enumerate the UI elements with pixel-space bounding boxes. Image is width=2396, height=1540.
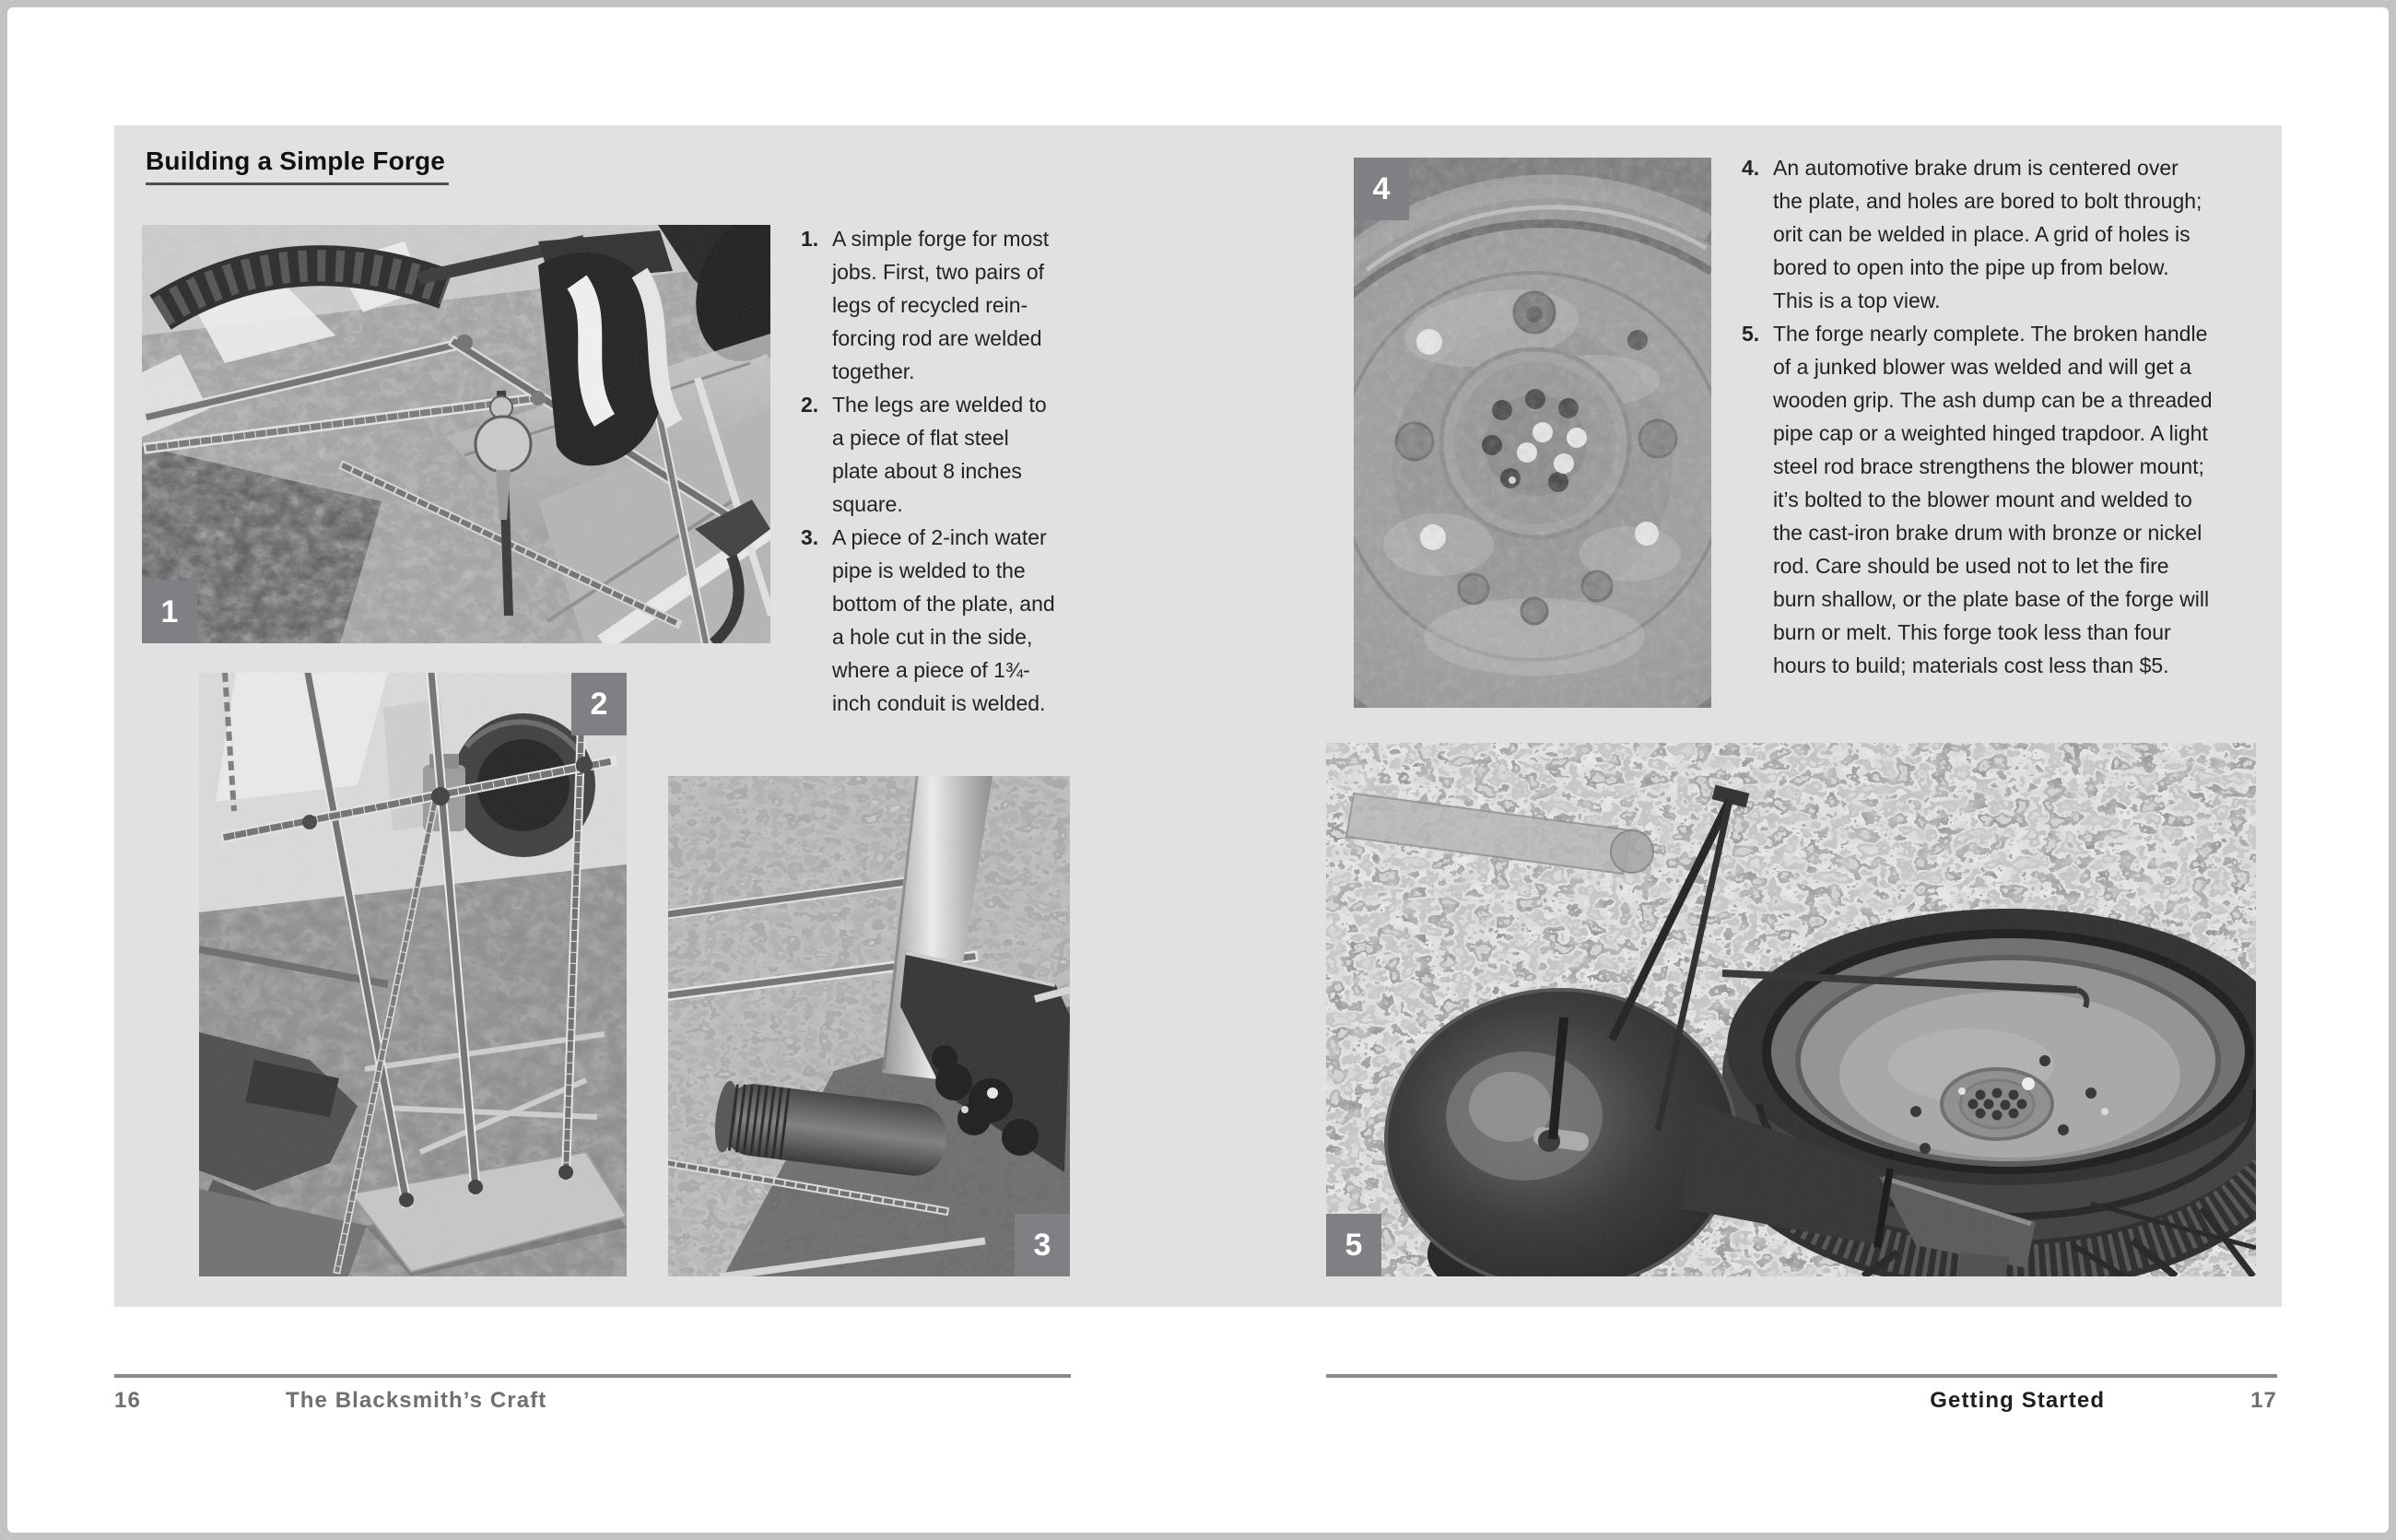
caption-number: 3. — [801, 525, 819, 549]
photo-forge-legs-in-vise — [142, 225, 770, 643]
caption-number: 5. — [1742, 322, 1760, 346]
caption-text: The forge nearly complete. The broken handle of a junked blower was welded and will get a wooden grip. The ash dump can be a threaded pipe cap or a weighted hinged trapdoor. A light steel rod brace strengthens the blower mount; it’s bolted to the blower mount and welded to the cast-iron brake drum with bronze or nickel rod. Care should be used not to let the fire burn shallow, or the plate base of the forge will burn or melt. This forge took less than four hours to build; materials cost less than $5. — [1773, 322, 2213, 677]
photo-completed-forge — [1326, 743, 2256, 1276]
caption-item-2 — [801, 388, 1058, 521]
caption-text: A piece of 2-inch water pipe is welded to the bottom of the plate, and a hole cut in the side, where a piece of 1¾-inch conduit is welded. — [832, 525, 1055, 715]
footer-right — [1326, 1388, 2277, 1416]
caption-item-5 — [1742, 317, 2214, 682]
caption-item-1 — [801, 222, 1058, 388]
book-title: The Blacksmith’s Craft — [286, 1388, 547, 1413]
photo-number-badge-5: 5 — [1326, 1214, 1381, 1276]
photo-number-badge-2: 2 — [571, 673, 627, 735]
caption-text: A simple forge for most jobs. First, two pairs of legs of recycled rein-forcing rod are welded together. — [832, 227, 1050, 383]
caption-text: An automotive brake drum is centered over the plate, and holes are bored to bolt through; orit can be welded in place. A grid of holes is bored to open into the pipe up from below. This is a top view. — [1773, 156, 2202, 312]
photo-4-illustration — [1354, 158, 1711, 708]
caption-number: 4. — [1742, 156, 1760, 180]
page-number-left: 16 — [114, 1388, 141, 1413]
photo-number-badge-3: 3 — [1015, 1214, 1070, 1276]
photo-number-badge-4: 4 — [1354, 158, 1409, 220]
footer-left — [114, 1388, 1071, 1416]
photo-legs-on-plate — [199, 673, 627, 1276]
photo-3-illustration — [668, 776, 1070, 1276]
caption-number: 2. — [801, 393, 819, 417]
photo-1-illustration — [142, 225, 770, 643]
page-number-right: 17 — [2250, 1388, 2277, 1413]
photo-pipe-welded-to-plate — [668, 776, 1070, 1276]
section-heading: Building a Simple Forge — [146, 147, 449, 185]
photo-2-illustration — [199, 673, 627, 1276]
caption-item-4 — [1742, 151, 2214, 317]
photo-brake-drum-top-view — [1354, 158, 1711, 708]
caption-list-right — [1742, 151, 2214, 682]
footer-rule-left — [114, 1374, 1071, 1378]
photo-number-badge-1: 1 — [142, 581, 197, 643]
caption-item-3 — [801, 521, 1058, 720]
photo-5-illustration — [1326, 743, 2256, 1276]
caption-text: The legs are welded to a piece of flat steel plate about 8 inches square. — [832, 393, 1047, 516]
caption-list-left — [801, 222, 1058, 720]
chapter-title: Getting Started — [1930, 1388, 2106, 1413]
caption-number: 1. — [801, 227, 819, 251]
footer-rule-right — [1326, 1374, 2277, 1378]
